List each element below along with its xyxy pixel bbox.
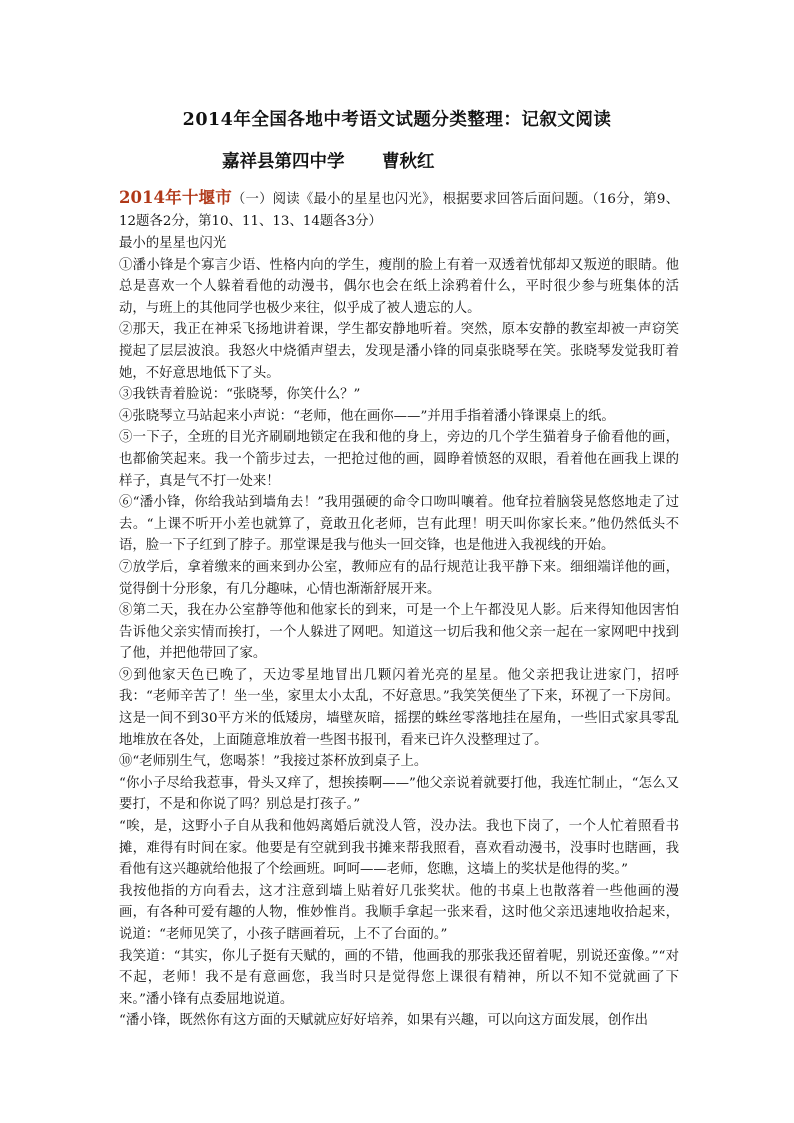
paragraph: ⑥“潘小锋，你给我站到墙角去！”我用强硬的命令口吻叫嚷着。他耷拉着脑袋晃悠悠地走了过去。“上课不听开小差也就算了，竟敢丑化老师，岂有此理！明天叫你家长来。”他仍然低头不语，脸一下子红到了脖子。那堂课是我与他头一回交锋，也是他进入我视线的开始。 xyxy=(119,495,679,554)
article-body xyxy=(119,187,679,1032)
paragraph: “唉，是，这野小子自从我和他妈离婚后就没人管，没办法。我也下岗了，一个人忙着照看书摊，难得有时间在家。他要是有空就到我书摊来帮我照看，喜欢看动漫书，没事时也瞎画，我看他有这兴趣就给他报了个绘画班。呵呵——老师，您瞧，这墙上的奖状是他得的奖。” xyxy=(119,819,679,878)
paragraph: ②那天，我正在神采飞扬地讲着课，学生都安静地听着。突然，原本安静的教室却被一声窃笑搅起了层层波浪。我怒火中烧循声望去，发现是潘小锋的同桌张晓琴在笑。张晓琴发觉我盯着她，不好意思地低下了头。 xyxy=(119,322,679,381)
paragraph: “你小子尽给我惹事，骨头又痒了，想挨揍啊——”他父亲说着就要打他，我连忙制止，“怎么又要打，不是和你说了吗？别总是打孩子。” xyxy=(119,775,679,813)
paragraph: ⑧第二天，我在办公室静等他和他家长的到来，可是一个上午都没见人影。后来得知他因害怕告诉他父亲实情而挨打，一个人躲进了网吧。知道这一切后我和他父亲一起在一家网吧中找到了他，并把他带回了家。 xyxy=(119,603,679,662)
author-line xyxy=(222,148,435,173)
document-title: 2014年全国各地中考语文试题分类整理：记叙文阅读 xyxy=(182,110,612,130)
article-heading: 最小的星星也闪光 xyxy=(119,236,227,251)
author-name: 曹秋红 xyxy=(382,152,435,172)
paragraph: ⑨到他家天色已晚了，天边零星地冒出几颗闪着光亮的星星。他父亲把我让进家门，招呼我：“老师辛苦了！坐一坐，家里太小太乱，不好意思。”我笑笑便坐了下来，环视了一下房间。这是一间不到30平方米的低矮房，墙壁灰暗，摇摆的蛛丝零落地挂在屋角，一些旧式家具零乱地堆放在各处，上面随意堆放着一些图书报刊，看来已许久没整理过了。 xyxy=(119,667,679,748)
paragraph: 我笑道：“其实，你儿子挺有天赋的，画的不错，他画我的那张我还留着呢，别说还蛮像。”“对不起，老师！我不是有意画您，我当时只是觉得您上课很有精神，所以不知不觉就画了下来。”潘小锋有点委屈地说道。 xyxy=(119,948,679,1007)
school-name: 嘉祥县第四中学 xyxy=(222,152,345,172)
paragraph: ⑤一下子，全班的目光齐刷刷地锁定在我和他的身上，旁边的几个学生猫着身子偷看他的画，也都偷笑起来。我一个箭步过去，一把抢过他的画，圆睁着愤怒的双眼，看着他在画我上课的样子，真是气不打一处来！ xyxy=(119,430,679,489)
intro-text: （一）阅读《最小的星星也闪光》，根据要求回答后面问题。（16分，第9、12题各2分，第10、11、13、14题各3分） xyxy=(119,192,679,229)
paragraph: ③我铁青着脸说：“张晓琴，你笑什么？” xyxy=(119,387,361,403)
paragraph: ④张晓琴立马站起来小声说：“老师，他在画你——”并用手指着潘小锋课桌上的纸。 xyxy=(119,408,615,424)
paragraph: “潘小锋，既然你有这方面的天赋就应好好培养，如果有兴趣，可以向这方面发展，创作出 xyxy=(119,1013,649,1029)
paragraph: 我按他指的方向看去，这才注意到墙上贴着好几张奖状。他的书桌上也散落着一些他画的漫画，有各种可爱有趣的人物，惟妙惟肖。我顺手拿起一张来看，这时他父亲迅速地收拾起来，说道：“老师见笑了，小孩子瞎画着玩，上不了台面的。” xyxy=(119,883,679,942)
question-intro xyxy=(119,187,679,233)
paragraph: ⑦放学后，拿着缴来的画来到办公室，教师应有的品行规范让我平静下来。细细端详他的画，觉得倒十分形象，有几分趣味，心情也渐渐舒展开来。 xyxy=(119,559,679,597)
paragraph: ⑩“老师别生气，您喝茶！”我接过茶杯放到桌子上。 xyxy=(119,754,428,770)
paragraph: ①潘小锋是个寡言少语、性格内向的学生，瘦削的脸上有着一双透着忧郁却又叛逆的眼睛。他总是喜欢一个人躲着看他的动漫书，偶尔也会在纸上涂鸦着什么，平时很少参与班集体的活动，与班上的其他同学也极少来往，似乎成了被人遗忘的人。 xyxy=(119,257,679,316)
source-tag: 2014年十堰市 xyxy=(119,188,232,207)
